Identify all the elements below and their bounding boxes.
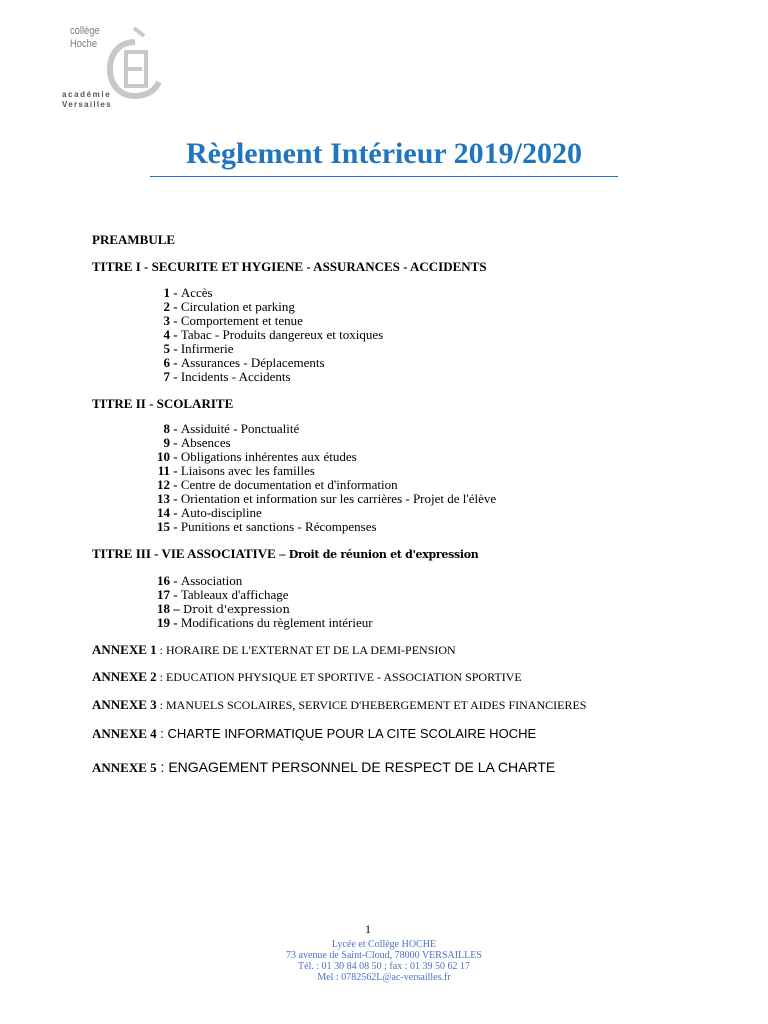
toc-item: 9 - Absences [163, 435, 231, 450]
titre2-heading: TITRE II - SCOLARITE [92, 396, 234, 411]
toc-item: 6 - Assurances - Déplacements [163, 355, 325, 370]
toc-item: 16 - Association [157, 573, 243, 588]
college-hoche-logo [60, 22, 152, 118]
titre3-heading: TITRE III - VIE ASSOCIATIVE – Droit de réunion et d'expression [92, 546, 479, 561]
footer-line: Tél. : 01 30 84 08 50 ; fax : 01 39 50 62 17 [298, 961, 470, 972]
toc-item: 13 - Orientation et information sur les carrières - Projet de l'élève [157, 491, 497, 506]
annexe-line: ANNEXE 2 : EDUCATION PHYSIQUE ET SPORTIVE - ASSOCIATION SPORTIVE [92, 669, 522, 684]
logo-hoche-text: Hoche [70, 38, 98, 50]
toc-item: 7 - Incidents - Accidents [163, 369, 291, 384]
annexe-line: ANNEXE 3 : MANUELS SCOLAIRES, SERVICE D'HEBERGEMENT ET AIDES FINANCIERES [92, 697, 587, 712]
footer-line: 73 avenue de Saint-Cloud, 78000 VERSAILLES [286, 950, 482, 961]
toc-item: 14 - Auto-discipline [157, 505, 262, 520]
footer-line: Lycée et Collège HOCHE [331, 939, 437, 950]
titre1-heading: TITRE I - SECURITE ET HYGIENE - ASSURANCES - ACCIDENTS [92, 259, 487, 274]
toc-item: 4 - Tabac - Produits dangereux et toxiques [163, 327, 384, 342]
preambule-heading: PREAMBULE [92, 232, 176, 247]
toc-item: 11 - Liaisons avec les familles [157, 463, 315, 478]
logo-academie-text: académie [62, 90, 112, 99]
toc-item: 2 - Circulation et parking [163, 299, 295, 314]
footer-line: Mel : 0782562L@ac-versailles.fr [317, 972, 451, 983]
annexe-line: ANNEXE 4 : CHARTE INFORMATIQUE POUR LA CITE SCOLAIRE HOCHE [92, 726, 537, 741]
annexe-line: ANNEXE 5 : ENGAGEMENT PERSONNEL DE RESPECT DE LA CHARTE [92, 759, 556, 775]
toc-item: 8 - Assiduité - Ponctualité [163, 421, 300, 436]
toc-item: 3 - Comportement et tenue [163, 313, 303, 328]
toc-item: 15 - Punitions et sanctions - Récompenses [157, 519, 377, 534]
toc-item: 12 - Centre de documentation et d'information [157, 477, 398, 492]
toc-item: 5 - Infirmerie [163, 341, 234, 356]
logo-college-text: collège [70, 25, 100, 37]
page-number: 1 [365, 922, 371, 936]
logo-versailles-text: Versailles [62, 100, 112, 109]
document-title: Règlement Intérieur 2019/2020 [185, 137, 583, 170]
toc-item: 10 - Obligations inhérentes aux études [157, 449, 357, 464]
toc-item: 19 - Modifications du règlement intérieur [157, 615, 373, 630]
titre3-subheading: Droit de réunion et d'expression [288, 548, 479, 561]
title-underline [150, 176, 618, 177]
toc-item: 17 - Tableaux d'affichage [157, 587, 289, 602]
annexe-line: ANNEXE 1 : HORAIRE DE L'EXTERNAT ET DE LA DEMI-PENSION [92, 642, 456, 657]
toc-item: 18 – Droit d'expression [157, 601, 290, 616]
toc-item: 1 - Accès [163, 285, 213, 300]
e-emblem-icon [104, 22, 166, 114]
